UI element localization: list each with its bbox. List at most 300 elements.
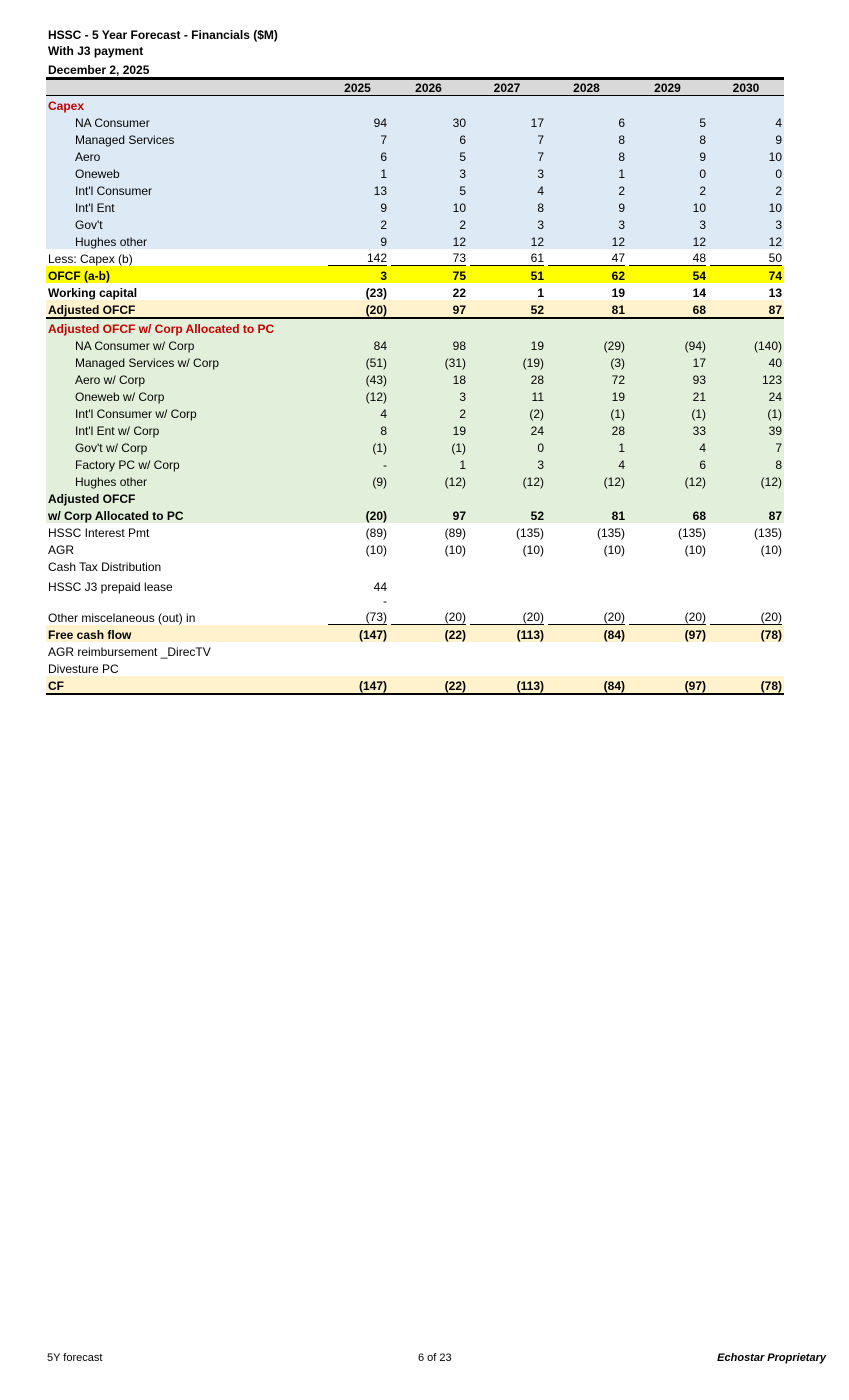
row-value-2029 xyxy=(627,96,708,114)
row-value-2029: 8 xyxy=(627,130,708,147)
row-value-2029: 17 xyxy=(627,353,708,370)
table-row xyxy=(46,387,784,404)
row-value-2030: 87 xyxy=(708,300,784,318)
row-value-2026: 2 xyxy=(389,404,468,421)
underlined-value: (20) xyxy=(470,610,544,625)
row-value-2027: 0 xyxy=(468,438,546,455)
row-value-2030: 24 xyxy=(708,387,784,404)
row-value-2027: (19) xyxy=(468,353,546,370)
row-value-2025 xyxy=(326,642,389,659)
row-value-2028 xyxy=(546,642,627,659)
year-header: 2030 xyxy=(708,80,784,96)
row-value-2028 xyxy=(546,249,627,266)
row-value-2030 xyxy=(708,594,784,608)
row-value-2026 xyxy=(389,96,468,114)
row-value-2026: 1 xyxy=(389,455,468,472)
row-value-2029: 4 xyxy=(627,438,708,455)
row-value-2028: 3 xyxy=(546,215,627,232)
underlined-value: 50 xyxy=(710,251,782,266)
forecast-table xyxy=(46,80,784,695)
row-label: Aero xyxy=(46,147,326,164)
row-value-2025: (43) xyxy=(326,370,389,387)
row-value-2026 xyxy=(389,489,468,506)
row-value-2027: (12) xyxy=(468,472,546,489)
row-value-2028: 8 xyxy=(546,147,627,164)
row-value-2028: 28 xyxy=(546,421,627,438)
row-label: Oneweb xyxy=(46,164,326,181)
row-label: AGR xyxy=(48,543,75,557)
row-value-2026: 3 xyxy=(389,387,468,404)
row-value-2025 xyxy=(326,557,389,574)
row-label: Working capital xyxy=(48,286,138,300)
row-value-2027: 7 xyxy=(468,130,546,147)
row-value-2029: (97) xyxy=(627,625,708,642)
underlined-value: 61 xyxy=(470,251,544,266)
row-value-2028: 12 xyxy=(546,232,627,249)
row-value-2027: 51 xyxy=(468,266,546,283)
table-row xyxy=(46,215,784,232)
table-row xyxy=(46,147,784,164)
row-value-2026: 18 xyxy=(389,370,468,387)
row-value-2029: 14 xyxy=(692,286,706,300)
row-value-2027: (113) xyxy=(468,676,546,694)
row-label: Cash Tax Distribution xyxy=(48,560,162,574)
row-value-2026: 5 xyxy=(389,181,468,198)
row-value-2026 xyxy=(389,608,468,625)
table-row xyxy=(46,198,784,215)
row-value-2028: 9 xyxy=(546,198,627,215)
page-title: HSSC - 5 Year Forecast - Financials ($M) xyxy=(48,28,278,42)
row-value-2030: 39 xyxy=(708,421,784,438)
row-value-2028: (84) xyxy=(546,625,627,642)
row-value-2030: 0 xyxy=(708,164,784,181)
row-value-2027 xyxy=(468,318,546,336)
row-value-2026 xyxy=(389,659,468,676)
table-row xyxy=(46,113,784,130)
row-value-2029: 68 xyxy=(627,506,708,523)
row-value-2025: 2 xyxy=(326,215,389,232)
row-label: Oneweb w/ Corp xyxy=(46,387,326,404)
row-value-2030 xyxy=(708,318,784,336)
row-value-2028 xyxy=(546,557,627,574)
row-value-2025: (147) xyxy=(326,625,389,642)
row-value-2030 xyxy=(708,574,784,594)
row-value-2029: (10) xyxy=(684,543,706,557)
row-value-2027: 8 xyxy=(468,198,546,215)
table-row xyxy=(46,472,784,489)
row-label: Capex xyxy=(46,96,326,114)
row-value-2029: 6 xyxy=(627,455,708,472)
row-value-2028: (29) xyxy=(546,336,627,353)
table-row xyxy=(46,164,784,181)
table-row xyxy=(46,455,784,472)
row-value-2029: (94) xyxy=(627,336,708,353)
row-label: HSSC J3 prepaid lease xyxy=(48,580,173,594)
table-row xyxy=(46,404,784,421)
row-value-2028: (10) xyxy=(603,543,625,557)
row-value-2026 xyxy=(389,318,468,336)
underlined-value: 73 xyxy=(391,251,466,266)
year-header: 2029 xyxy=(627,80,708,96)
row-label: Hughes other xyxy=(46,232,326,249)
row-value-2027: 24 xyxy=(468,421,546,438)
row-label: Factory PC w/ Corp xyxy=(46,455,326,472)
table-row xyxy=(46,266,784,283)
row-value-2025: 1 xyxy=(326,164,389,181)
row-value-2026: 98 xyxy=(389,336,468,353)
row-value-2029: 21 xyxy=(627,387,708,404)
row-value-2027 xyxy=(468,574,546,594)
row-value-2025: 13 xyxy=(326,181,389,198)
table-row xyxy=(46,370,784,387)
row-value-2030: 87 xyxy=(708,506,784,523)
row-value-2028: 6 xyxy=(546,113,627,130)
row-value-2030: 4 xyxy=(708,113,784,130)
underlined-value: 142 xyxy=(328,251,387,266)
row-value-2026: 97 xyxy=(389,300,468,318)
row-value-2029 xyxy=(627,249,708,266)
row-value-2026: 22 xyxy=(452,286,466,300)
table-row xyxy=(46,130,784,147)
row-label: Managed Services w/ Corp xyxy=(46,353,326,370)
row-value-2026 xyxy=(389,594,468,608)
row-value-2026: (31) xyxy=(389,353,468,370)
table-row xyxy=(46,336,784,353)
row-value-2027 xyxy=(468,249,546,266)
row-value-2029: 10 xyxy=(627,198,708,215)
table-row xyxy=(46,506,784,523)
row-value-2027: 28 xyxy=(468,370,546,387)
row-label: NA Consumer xyxy=(46,113,326,130)
row-value-2028: 62 xyxy=(546,266,627,283)
row-value-2029: (97) xyxy=(627,676,708,694)
footer-page-number: 6 of 23 xyxy=(418,1352,452,1364)
row-value-2025: 7 xyxy=(326,130,389,147)
row-value-2025: - xyxy=(383,594,387,608)
row-value-2027: 19 xyxy=(468,336,546,353)
row-value-2029 xyxy=(627,642,708,659)
row-value-2029 xyxy=(627,557,708,574)
row-value-2028: (12) xyxy=(546,472,627,489)
row-value-2026 xyxy=(389,642,468,659)
underlined-value: (73) xyxy=(328,610,387,625)
row-value-2029: 12 xyxy=(627,232,708,249)
row-value-2030: 8 xyxy=(708,455,784,472)
table-row xyxy=(46,625,784,642)
row-value-2027: (10) xyxy=(522,543,544,557)
row-value-2028: 8 xyxy=(546,130,627,147)
row-value-2028 xyxy=(546,608,627,625)
row-value-2030: (78) xyxy=(708,625,784,642)
row-value-2030: (135) xyxy=(753,526,782,540)
row-value-2029: 93 xyxy=(627,370,708,387)
row-value-2025 xyxy=(326,96,389,114)
row-value-2026: 30 xyxy=(389,113,468,130)
table-row xyxy=(46,574,784,594)
underlined-value: (20) xyxy=(391,610,466,625)
row-value-2025: (20) xyxy=(326,506,389,523)
row-value-2026: 10 xyxy=(389,198,468,215)
row-value-2028: (1) xyxy=(546,404,627,421)
underlined-value: (20) xyxy=(710,610,782,625)
row-value-2025: (23) xyxy=(365,286,387,300)
underlined-value: (20) xyxy=(548,610,625,625)
row-value-2025 xyxy=(326,318,389,336)
row-label: HSSC Interest Pmt xyxy=(48,526,150,540)
row-value-2027 xyxy=(468,642,546,659)
row-value-2025: (51) xyxy=(326,353,389,370)
row-label: Hughes other xyxy=(46,472,326,489)
row-value-2027 xyxy=(468,96,546,114)
table-row xyxy=(46,594,784,608)
table-row xyxy=(46,300,784,318)
row-value-2028 xyxy=(546,96,627,114)
row-value-2029 xyxy=(627,594,708,608)
row-value-2029 xyxy=(627,318,708,336)
row-value-2029: 33 xyxy=(627,421,708,438)
page-date: December 2, 2025 xyxy=(48,63,150,77)
row-value-2026: (89) xyxy=(444,526,466,540)
row-value-2029: 0 xyxy=(627,164,708,181)
underlined-value: 47 xyxy=(548,251,625,266)
row-value-2027 xyxy=(468,659,546,676)
row-value-2025: 9 xyxy=(326,232,389,249)
row-value-2025: (1) xyxy=(326,438,389,455)
row-value-2026: (1) xyxy=(389,438,468,455)
row-value-2026: 6 xyxy=(389,130,468,147)
row-label: Free cash flow xyxy=(46,625,326,642)
row-value-2030: (140) xyxy=(708,336,784,353)
row-value-2030 xyxy=(708,608,784,625)
row-value-2027: 4 xyxy=(468,181,546,198)
row-value-2026: 19 xyxy=(389,421,468,438)
footer-left: 5Y forecast xyxy=(47,1352,103,1364)
row-value-2030: 12 xyxy=(708,232,784,249)
row-value-2025: - xyxy=(326,455,389,472)
row-value-2025: 3 xyxy=(326,266,389,283)
row-label: Aero w/ Corp xyxy=(46,370,326,387)
row-value-2030: 123 xyxy=(708,370,784,387)
table-row xyxy=(46,540,784,557)
table-row xyxy=(46,318,784,336)
row-label: Int'l Ent xyxy=(46,198,326,215)
row-value-2029: 5 xyxy=(627,113,708,130)
table-row xyxy=(46,608,784,625)
row-value-2029 xyxy=(627,608,708,625)
row-value-2027: 1 xyxy=(537,286,544,300)
row-value-2028: (135) xyxy=(596,526,625,540)
row-value-2029: 9 xyxy=(627,147,708,164)
row-value-2030 xyxy=(708,489,784,506)
table-row xyxy=(46,421,784,438)
year-header: 2028 xyxy=(546,80,627,96)
row-value-2027: (2) xyxy=(468,404,546,421)
table-row xyxy=(46,523,784,540)
row-value-2025: 44 xyxy=(373,580,387,594)
row-value-2027 xyxy=(468,557,546,574)
row-label: Less: Capex (b) xyxy=(48,252,133,266)
year-header-row xyxy=(46,80,784,96)
row-value-2025: 8 xyxy=(326,421,389,438)
row-value-2028: 81 xyxy=(546,506,627,523)
row-value-2027: (113) xyxy=(468,625,546,642)
row-value-2027: 3 xyxy=(468,215,546,232)
year-header: 2026 xyxy=(389,80,468,96)
row-value-2030 xyxy=(708,642,784,659)
table-row xyxy=(46,181,784,198)
row-label: Int'l Consumer w/ Corp xyxy=(46,404,326,421)
row-value-2028 xyxy=(546,318,627,336)
table-row xyxy=(46,232,784,249)
row-value-2026: (12) xyxy=(389,472,468,489)
row-value-2029: (135) xyxy=(677,526,706,540)
year-header: 2027 xyxy=(468,80,546,96)
row-value-2029 xyxy=(627,659,708,676)
row-value-2025: 84 xyxy=(326,336,389,353)
row-value-2028: (84) xyxy=(546,676,627,694)
row-value-2027: 3 xyxy=(468,164,546,181)
row-value-2030: 3 xyxy=(708,215,784,232)
row-value-2030: 10 xyxy=(708,147,784,164)
row-value-2029: 2 xyxy=(627,181,708,198)
row-value-2030: 10 xyxy=(708,198,784,215)
row-value-2029: 3 xyxy=(627,215,708,232)
underlined-value: (20) xyxy=(629,610,706,625)
row-value-2029: (12) xyxy=(627,472,708,489)
row-value-2028: 1 xyxy=(546,164,627,181)
row-value-2030 xyxy=(708,659,784,676)
row-value-2027 xyxy=(468,489,546,506)
underlined-value: 48 xyxy=(629,251,706,266)
row-label xyxy=(46,594,326,608)
row-label: Adjusted OFCF w/ Corp Allocated to PC xyxy=(46,318,326,336)
row-label: Int'l Ent w/ Corp xyxy=(46,421,326,438)
row-value-2028: 19 xyxy=(611,286,625,300)
row-label: w/ Corp Allocated to PC xyxy=(46,506,326,523)
header-blank-cell xyxy=(46,80,326,96)
table-row xyxy=(46,96,784,114)
row-value-2026: 97 xyxy=(389,506,468,523)
row-value-2028: 19 xyxy=(546,387,627,404)
row-value-2026 xyxy=(389,557,468,574)
table-row xyxy=(46,283,784,300)
row-value-2029: 54 xyxy=(627,266,708,283)
row-label: Other miscelaneous (out) in xyxy=(48,611,196,625)
row-value-2027: 3 xyxy=(468,455,546,472)
row-value-2026: 2 xyxy=(389,215,468,232)
table-row xyxy=(46,676,784,694)
row-value-2027 xyxy=(468,594,546,608)
row-value-2026: 3 xyxy=(389,164,468,181)
row-label: Divesture PC xyxy=(48,662,119,676)
row-value-2028 xyxy=(546,594,627,608)
footer-proprietary: Echostar Proprietary xyxy=(717,1352,826,1364)
row-value-2025 xyxy=(326,659,389,676)
row-value-2025: 9 xyxy=(326,198,389,215)
table-row xyxy=(46,353,784,370)
table-row xyxy=(46,489,784,506)
row-value-2028: 1 xyxy=(546,438,627,455)
row-value-2030: 9 xyxy=(708,130,784,147)
row-value-2030: 7 xyxy=(708,438,784,455)
row-value-2025 xyxy=(326,608,389,625)
row-label: Adjusted OFCF xyxy=(46,489,326,506)
row-value-2026: (22) xyxy=(389,676,468,694)
row-value-2030 xyxy=(708,557,784,574)
row-value-2025: 4 xyxy=(326,404,389,421)
row-label: Int'l Consumer xyxy=(46,181,326,198)
row-value-2027: 52 xyxy=(468,506,546,523)
row-value-2025: (10) xyxy=(365,543,387,557)
row-value-2028: 2 xyxy=(546,181,627,198)
row-value-2028: 81 xyxy=(546,300,627,318)
row-label: Gov't w/ Corp xyxy=(46,438,326,455)
row-label: Managed Services xyxy=(46,130,326,147)
row-value-2025: (89) xyxy=(365,526,387,540)
row-value-2028 xyxy=(546,489,627,506)
row-value-2028: (3) xyxy=(546,353,627,370)
row-value-2027: (135) xyxy=(515,526,544,540)
table-row xyxy=(46,642,784,659)
row-value-2030: 13 xyxy=(768,286,782,300)
row-value-2027: 7 xyxy=(468,147,546,164)
row-value-2030: 74 xyxy=(708,266,784,283)
row-value-2025: 6 xyxy=(326,147,389,164)
page-subtitle: With J3 payment xyxy=(48,44,144,58)
row-value-2030: 40 xyxy=(708,353,784,370)
row-value-2026: 5 xyxy=(389,147,468,164)
row-value-2025: (9) xyxy=(326,472,389,489)
row-label: Adjusted OFCF xyxy=(46,300,326,318)
row-value-2027: 11 xyxy=(468,387,546,404)
table-row xyxy=(46,249,784,266)
row-value-2027: 52 xyxy=(468,300,546,318)
row-label: CF xyxy=(46,676,326,694)
row-value-2030: (1) xyxy=(708,404,784,421)
row-value-2029 xyxy=(627,489,708,506)
row-value-2030: 2 xyxy=(708,181,784,198)
row-value-2025 xyxy=(326,249,389,266)
row-value-2028 xyxy=(546,659,627,676)
row-value-2026 xyxy=(389,574,468,594)
row-value-2029: 68 xyxy=(627,300,708,318)
row-value-2025: (12) xyxy=(326,387,389,404)
row-value-2030: (12) xyxy=(708,472,784,489)
row-value-2030 xyxy=(708,96,784,114)
table-row xyxy=(46,438,784,455)
row-value-2026: 75 xyxy=(389,266,468,283)
table-row xyxy=(46,557,784,574)
table-body xyxy=(46,96,784,695)
row-value-2025: (20) xyxy=(326,300,389,318)
row-label: OFCF (a-b) xyxy=(46,266,326,283)
row-value-2030: (78) xyxy=(708,676,784,694)
row-value-2028 xyxy=(546,574,627,594)
row-value-2029 xyxy=(627,574,708,594)
row-value-2027 xyxy=(468,608,546,625)
row-value-2026 xyxy=(389,249,468,266)
row-value-2030 xyxy=(708,249,784,266)
row-value-2028: 4 xyxy=(546,455,627,472)
row-label: AGR reimbursement _DirecTV xyxy=(48,645,211,659)
row-value-2026: (10) xyxy=(444,543,466,557)
table-row xyxy=(46,659,784,676)
row-value-2029: (1) xyxy=(627,404,708,421)
row-value-2026: 12 xyxy=(389,232,468,249)
row-value-2025: (147) xyxy=(326,676,389,694)
row-value-2027: 17 xyxy=(468,113,546,130)
row-value-2027: 12 xyxy=(468,232,546,249)
